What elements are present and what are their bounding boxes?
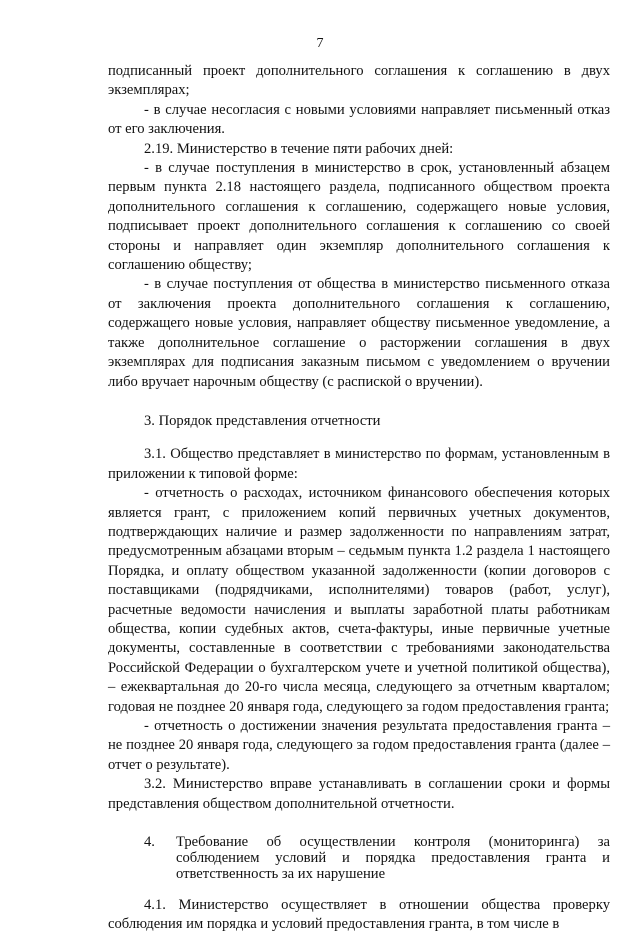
paragraph: - в случае поступления от общества в министерство письменного отказа от заключения проекта дополнительного соглашения к соглашению, содержащего новые условия, направляет обществу письменное уведомление, а также дополнительное соглашение о расторжении соглашения в двух экземплярах для подписания заказным письмом с уведомлением о вручении либо вручает нарочным обществу (с распиской о вручении).: [108, 276, 610, 390]
paragraph: подписанный проект дополнительного соглашения к соглашению в двух экземплярах;: [108, 63, 610, 99]
paragraph: 3.1. Общество представляет в министерство по формам, установленным в приложении к типовой форме:: [108, 446, 610, 482]
paragraph: 2.19. Министерство в течение пяти рабочих дней:: [144, 140, 454, 157]
paragraph: - отчетность о достижении значения результата предоставления гранта – не позднее 20 января года, следующего за годом предоставления гранта (далее – отчет о результате).: [108, 718, 610, 773]
paragraph: 3.2. Министерство вправе устанавливать в соглашении сроки и формы представления обществом дополнительной отчетности.: [108, 776, 610, 812]
section-3-heading: 3. Порядок представления отчетности: [144, 412, 381, 429]
paragraph: - в случае несогласия с новыми условиями направляет письменный отказ от его заключения.: [108, 101, 610, 138]
document-body: [108, 62, 610, 935]
paragraph: - отчетность о расходах, источником финансового обеспечения которых является грант, с приложением копий первичных учетных документов, подтверждающих наличие и размер задолженности по направлениям затрат, предусмотренным абзацами вторым – седьмым пункта 1.2 раздела 1 настоящего Порядка, и оплату обществом указанной задолженности (копии договоров с поставщиками (подрядчиками, исполнителями) товаров (работ, услуг), расчетные ведомости начисления и выплаты заработной платы работникам общества, копии судебных актов, счета-фактуры, иные первичные учетные документы, составленные в соответствии с требованиями законодательства Российской Федерации о бухгалтерском учете и учетной политикой общества), – ежеквартальная до 20-го числа месяца, следующего за отчетным кварталом; годовая не позднее 20 января года, следующего за годом предоставления гранта;: [108, 485, 610, 715]
section-4-heading: [108, 834, 610, 882]
paragraph: - в случае поступления в министерство в срок, установленный абзацем первым пункта 2.18 настоящего раздела, подписанного обществом проекта дополнительного соглашения к соглашению, содержащего новые условия, подписывает проект дополнительного соглашения к соглашению со своей стороны и направляет один экземпляр дополнительного соглашения к соглашению обществу;: [108, 160, 610, 274]
section-4-title: Требование об осуществлении контроля (мониторинга) за соблюдением условий и порядка предоставления гранта и ответственность за их нарушение: [176, 834, 610, 883]
page-number: 7: [316, 36, 324, 51]
section-4-number: 4.: [144, 834, 155, 851]
paragraph: 4.1. Министерство осуществляет в отношении общества проверку соблюдения им порядка и условий предоставления гранта, в том числе в: [108, 897, 610, 933]
